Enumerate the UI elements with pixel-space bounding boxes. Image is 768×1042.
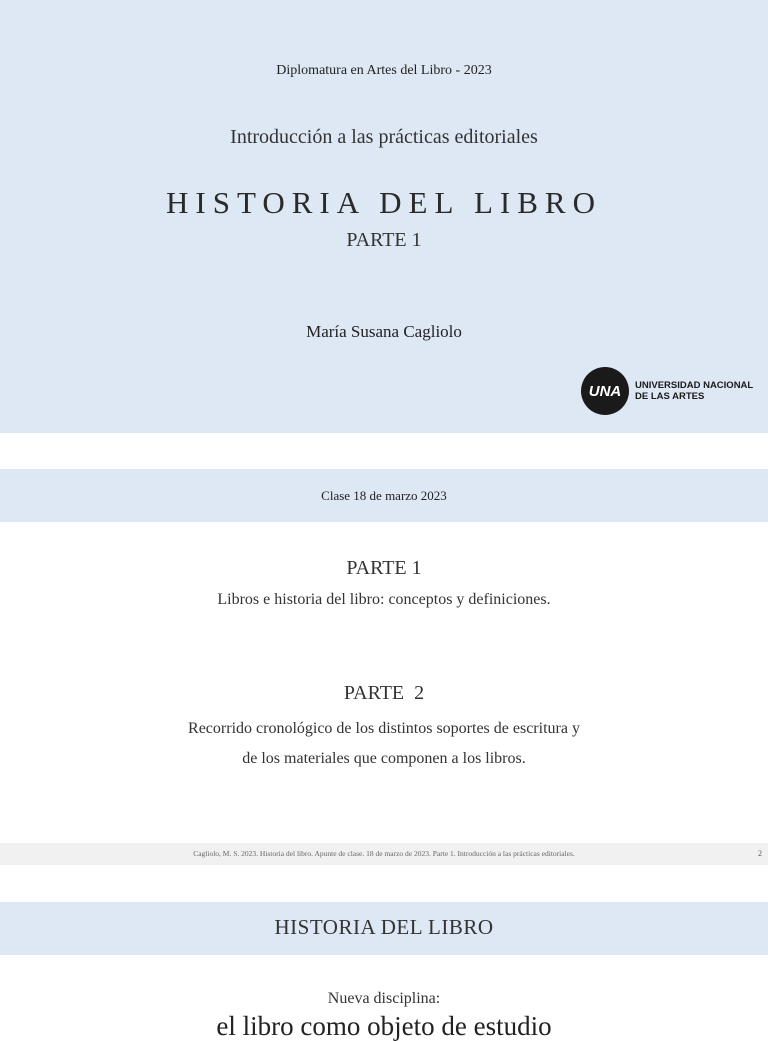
part1-title: PARTE 1 <box>346 557 422 579</box>
course-title: Introducción a las prácticas editoriales <box>230 126 538 148</box>
part2-title: PARTE 2 <box>343 682 425 704</box>
logo-line-2: DE LAS ARTES <box>635 391 705 402</box>
una-logo-mark: UNA <box>581 367 629 415</box>
part1-description: Libros e historia del libro: conceptos y definiciones. <box>217 591 551 608</box>
author-name: María Susana Cagliolo <box>306 322 462 341</box>
main-title: HISTORIA DEL LIBRO <box>166 185 602 220</box>
section-heading-partial: el libro como objeto de estudio <box>216 1011 552 1041</box>
part2-description <box>0 714 768 774</box>
footer-citation: Cagliolo, M. S. 2023. Historia del libro. Apunte de clase. 18 de marzo de 2023. Parte 1. Introducción a las prácticas editoriales. <box>193 849 575 858</box>
section-title: HISTORIA DEL LIBRO <box>274 915 494 939</box>
part2-description-line2: de los materiales que componen a los libros. <box>242 750 526 767</box>
logo-line-1: UNIVERSIDAD NACIONAL <box>635 380 754 391</box>
program-title: Diplomatura en Artes del Libro - 2023 <box>276 63 492 78</box>
part-label: PARTE 1 <box>346 229 422 251</box>
una-logo-text <box>635 380 753 402</box>
part2-description-line1: Recorrido cronológico de los distintos soportes de escritura y <box>188 720 580 737</box>
class-date: Clase 18 de marzo 2023 <box>321 488 447 503</box>
una-logo <box>581 366 753 416</box>
page-number: 2 <box>758 849 762 858</box>
section-subtitle: Nueva disciplina: <box>327 990 441 1007</box>
